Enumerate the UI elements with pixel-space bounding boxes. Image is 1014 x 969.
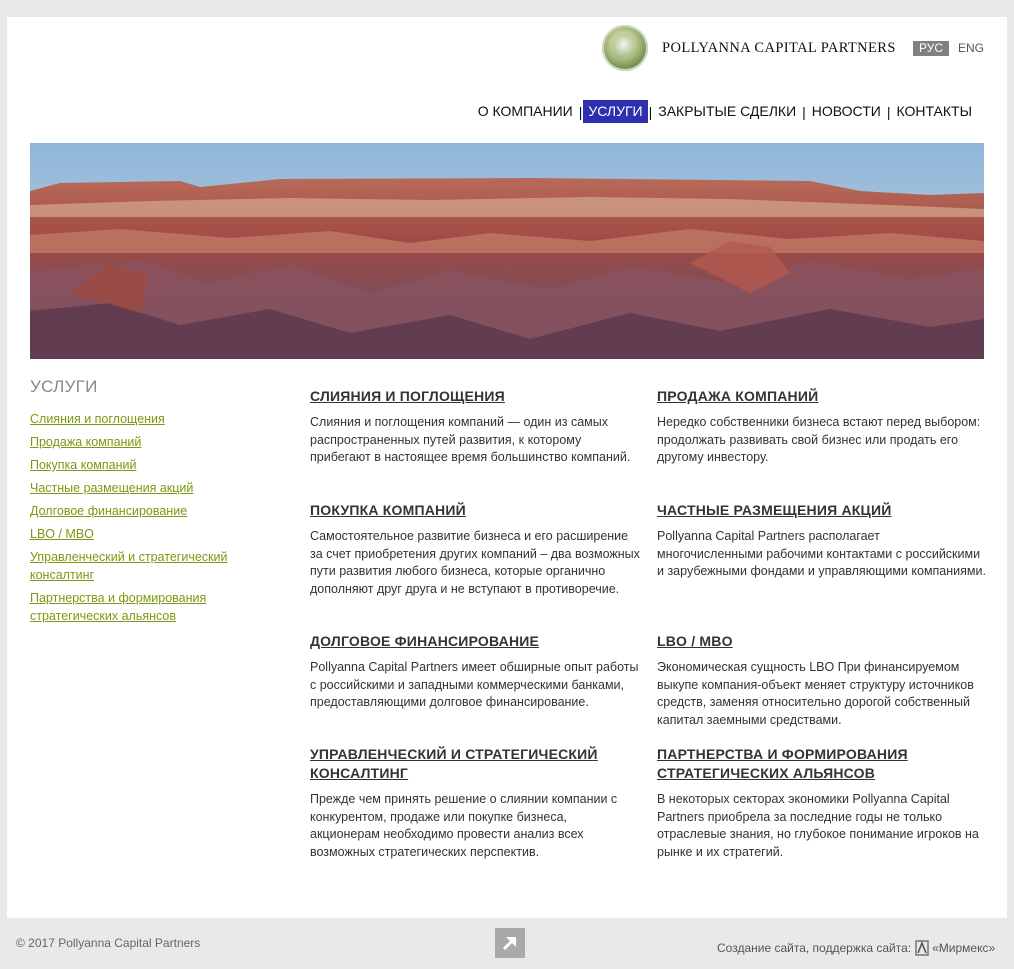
- nav-item-services[interactable]: УСЛУГИ: [583, 100, 647, 123]
- sidebar-link-ma[interactable]: Слияния и поглощения: [30, 412, 165, 426]
- sidebar-list-item: [30, 410, 270, 428]
- sidebar-list-item: [30, 548, 270, 584]
- service-text: Слияния и поглощения компаний — один из самых распространенных путей развития, к которому прибегают в настоящее время большинство компаний.: [310, 415, 631, 465]
- lang-ru-button[interactable]: РУС: [913, 41, 949, 56]
- sidebar-list-item: [30, 433, 270, 451]
- sidebar-list-item: [30, 456, 270, 474]
- service-title-partnerships[interactable]: ПАРТНЕРСТВА И ФОРМИРОВАНИЯ СТРАТЕГИЧЕСКИХ АЛЬЯНСОВ: [657, 746, 908, 781]
- service-title-ma[interactable]: СЛИЯНИЯ И ПОГЛОЩЕНИЯ: [310, 388, 505, 404]
- service-title-sale[interactable]: ПРОДАЖА КОМПАНИЙ: [657, 388, 819, 404]
- service-block-sale: [657, 387, 987, 467]
- sidebar-list: [30, 410, 270, 630]
- service-text: В некоторых секторах экономики Pollyanna Capital Partners приобрела за последние годы не только отраслевые знания, но глубокое понимание игроков на рынке и их стратегий.: [657, 792, 979, 860]
- service-text: Самостоятельное развитие бизнеса и его расширение за счет приобретения других компаний – два возможных пути развития любого бизнеса, которые органично дополняют друг друга и не вступают в противоречие.: [310, 529, 640, 597]
- sidebar-list-item: [30, 589, 270, 625]
- brand-name[interactable]: POLLYANNA CAPITAL PARTNERS: [662, 40, 896, 56]
- service-block-partnerships: [657, 745, 987, 862]
- nav-separator: |: [886, 103, 891, 120]
- mirmex-logo-icon: [915, 940, 930, 956]
- scroll-up-button[interactable]: [495, 928, 525, 958]
- arrow-up-right-icon: [495, 928, 525, 958]
- nav-separator: |: [648, 103, 653, 120]
- nav-item-news[interactable]: НОВОСТИ: [811, 103, 881, 119]
- lang-en-button[interactable]: ENG: [958, 41, 985, 55]
- sidebar-title: УСЛУГИ: [30, 377, 98, 396]
- sidebar-link-purchase[interactable]: Покупка компаний: [30, 458, 137, 472]
- sidebar-link-debt-financing[interactable]: Долговое финансирование: [30, 504, 188, 518]
- hero-banner-image: [30, 143, 984, 359]
- service-title-consulting[interactable]: УПРАВЛЕНЧЕСКИЙ И СТРАТЕГИЧЕСКИЙ КОНСАЛТИНГ: [310, 746, 598, 781]
- service-title-lbo-mbo[interactable]: LBO / MBO: [657, 633, 733, 649]
- nav-item-closed-deals[interactable]: ЗАКРЫТЫЕ СДЕЛКИ: [658, 103, 797, 119]
- service-text: Прежде чем принять решение о слиянии компании с конкурентом, продаже или покупке бизнеса, акционерам необходимо провести анализ всех возможных стратегических перспектив.: [310, 792, 618, 860]
- sidebar-link-consulting[interactable]: Управленческий и стратегический консалтинг: [30, 550, 228, 582]
- logo-emblem-icon: [613, 34, 635, 60]
- service-title-private-placement[interactable]: ЧАСТНЫЕ РАЗМЕЩЕНИЯ АКЦИЙ: [657, 502, 892, 518]
- service-block-private-placement: [657, 501, 987, 581]
- developer-link[interactable]: «Мирмекс»: [932, 941, 996, 955]
- footer-developer: [717, 940, 995, 956]
- nav-separator: |: [802, 103, 806, 120]
- footer-copyright: © 2017 Pollyanna Capital Partners: [16, 936, 201, 950]
- service-text: Pollyanna Capital Partners имеет обширные опыт работы с российскими и западными коммерческими банками, предоставляющими долговое финансирование.: [310, 660, 639, 710]
- page-container: [7, 17, 1007, 918]
- service-text: Экономическая сущность LBO При финансируемом выкупе компания-объект меняет структуру источников средств, заменяя относительно дорогой собственный капитал заемными средствами.: [657, 660, 974, 728]
- sidebar-link-partnerships[interactable]: Партнерства и формирования стратегических альянсов: [30, 591, 207, 623]
- developer-label: Создание сайта, поддержка сайта:: [717, 941, 912, 955]
- sidebar-list-item: [30, 502, 270, 520]
- service-block-debt-financing: [310, 632, 640, 712]
- nav-item-contacts[interactable]: КОНТАКТЫ: [896, 103, 972, 119]
- service-block-lbo-mbo: [657, 632, 987, 730]
- nav-separator: |: [578, 103, 583, 120]
- service-block-consulting: [310, 745, 640, 862]
- service-text: Нередко собственники бизнеса встают перед выбором: продолжать развивать свой бизнес или продать его другому инвестору.: [657, 415, 981, 465]
- service-title-debt-financing[interactable]: ДОЛГОВОЕ ФИНАНСИРОВАНИЕ: [310, 633, 540, 649]
- sidebar-link-private-placement[interactable]: Частные размещения акций: [30, 481, 194, 495]
- service-text: Pollyanna Capital Partners располагает многочисленными рабочими контактами с российскими и зарубежными фондами и управляющими компаниями.: [657, 529, 986, 579]
- service-block-ma: [310, 387, 640, 467]
- service-block-purchase: [310, 501, 640, 599]
- nav-item-about[interactable]: О КОМПАНИИ: [477, 103, 573, 119]
- sidebar-list-item: [30, 525, 270, 543]
- main-nav: [473, 100, 977, 123]
- company-logo[interactable]: [602, 25, 648, 71]
- service-title-purchase[interactable]: ПОКУПКА КОМПАНИЙ: [310, 502, 466, 518]
- sidebar-list-item: [30, 479, 270, 497]
- sidebar-link-sale[interactable]: Продажа компаний: [30, 435, 142, 449]
- sidebar-link-lbo-mbo[interactable]: LBO / MBO: [30, 527, 94, 541]
